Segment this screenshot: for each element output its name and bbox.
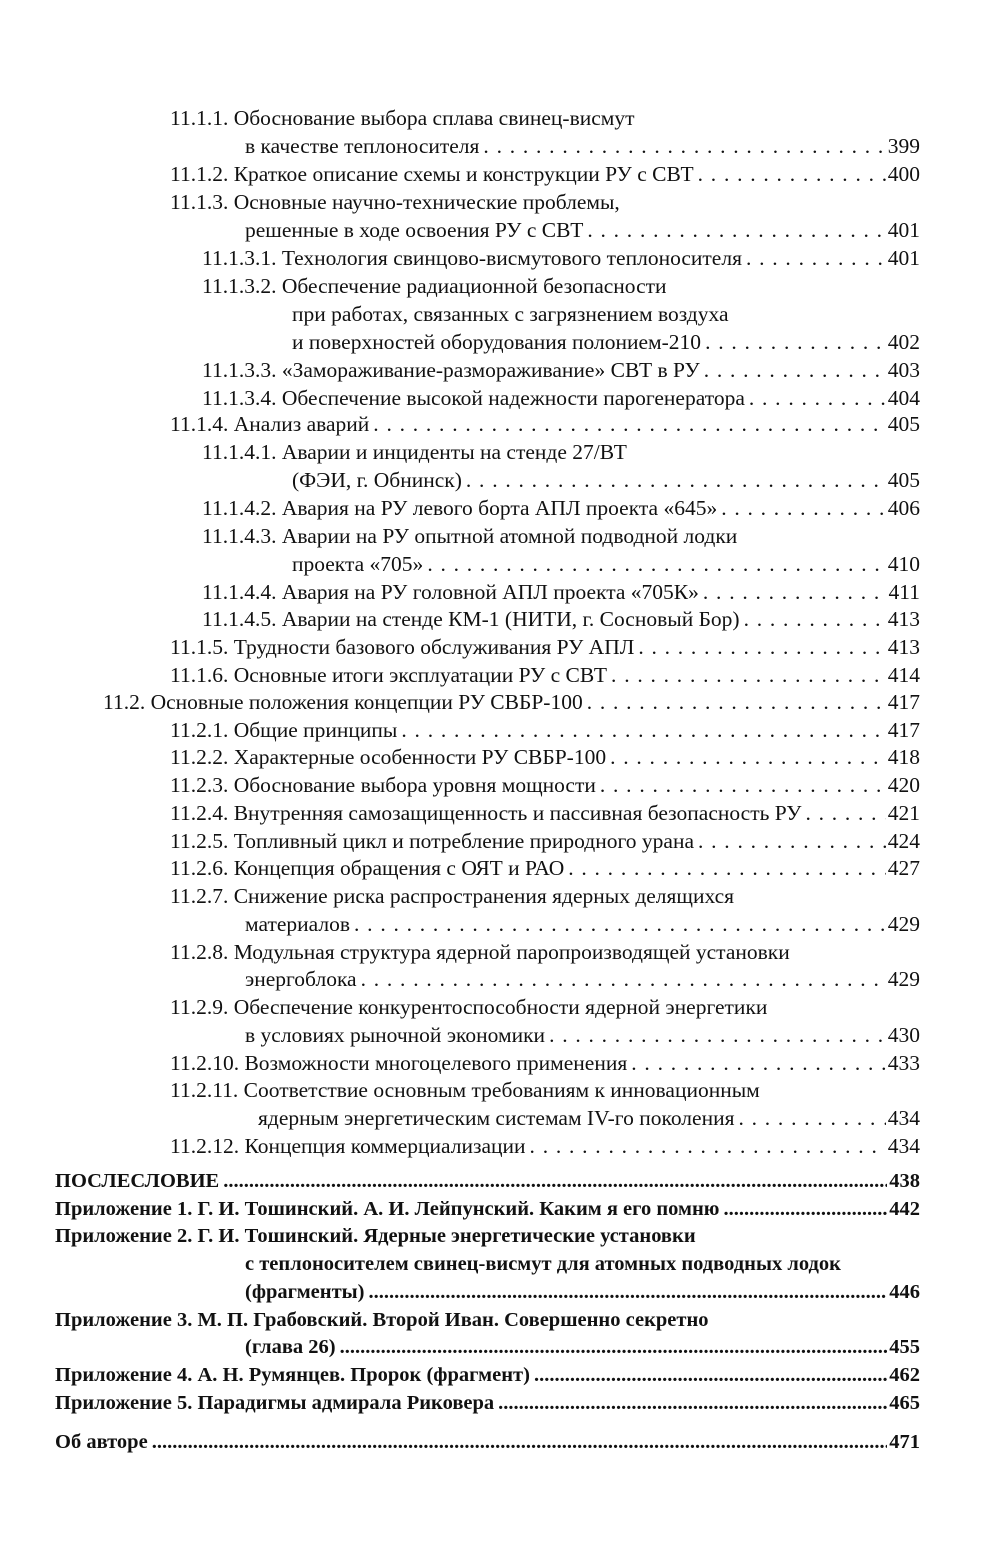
entry-page: 401 — [887, 218, 920, 242]
entry-title: ПОСЛЕСЛОВИЕ — [55, 1170, 220, 1192]
entry-title: 11.2.11. Соответствие основным требованиям к инновационным — [170, 1078, 760, 1102]
entry-title: 11.1.4. Анализ аварий — [170, 412, 370, 436]
entry-page: 465 — [889, 1392, 920, 1414]
leader-dots — [600, 771, 886, 799]
toc-entry — [292, 328, 920, 356]
entry-page: 405 — [887, 468, 920, 492]
toc-entry — [103, 688, 920, 716]
toc-entry — [170, 827, 920, 855]
entry-title: 11.2.4. Внутренняя самозащищенность и пассивная безопасность РУ — [170, 801, 802, 825]
leader-dots — [746, 244, 886, 272]
leader-dots — [340, 1333, 888, 1361]
toc-entry — [55, 1167, 920, 1195]
leader-dots — [738, 1104, 885, 1132]
entry-title: 11.1.1. Обоснование выбора сплава свинец-висмут — [170, 106, 635, 130]
entry-page: 411 — [888, 580, 920, 604]
toc-entry — [170, 993, 920, 1021]
entry-title: 11.1.3.2. Обеспечение радиационной безопасности — [202, 274, 667, 298]
toc-entry — [170, 1049, 920, 1077]
toc-entry — [245, 1021, 920, 1049]
entry-title: 11.2.9. Обеспечение конкурентоспособности ядерной энергетики — [170, 995, 768, 1019]
entry-title: 11.1.3.1. Технология свинцово-висмутового теплоносителя — [202, 246, 742, 270]
entry-page: 442 — [889, 1198, 920, 1220]
entry-title: (фрагменты) — [245, 1281, 365, 1303]
entry-page: 433 — [887, 1051, 920, 1075]
toc-entry — [245, 1278, 920, 1306]
entry-title: 11.2. Основные положения концепции РУ СВБР-100 — [103, 690, 583, 714]
toc-entry — [245, 965, 920, 993]
toc-entry — [170, 410, 920, 438]
toc-entry — [245, 1333, 920, 1361]
toc-entry — [170, 633, 920, 661]
entry-title: Приложение 3. М. П. Грабовский. Второй Иван. Совершенно секретно — [55, 1309, 709, 1331]
entry-title: 11.2.12. Концепция коммерциализации — [170, 1134, 526, 1158]
leader-dots — [723, 1195, 887, 1223]
toc-entry — [170, 882, 920, 910]
leader-dots — [638, 633, 885, 661]
entry-page: 413 — [887, 635, 920, 659]
toc-entry — [292, 466, 920, 494]
toc-entry — [170, 771, 920, 799]
toc-entry — [202, 384, 920, 412]
entry-page: 406 — [887, 496, 920, 520]
leader-dots — [698, 160, 886, 188]
entry-title: при работах, связанных с загрязнением воздуха — [292, 302, 729, 326]
entry-title: Приложение 2. Г. И. Тошинский. Ядерные энергетические установки — [55, 1225, 696, 1247]
entry-title: 11.1.4.1. Аварии и инциденты на стенде 27/ВТ — [202, 440, 627, 464]
entry-title: 11.1.3. Основные научно-технические проблемы, — [170, 190, 620, 214]
leader-dots — [631, 1049, 885, 1077]
toc-entry — [292, 550, 920, 578]
toc-entry — [292, 300, 920, 328]
toc-entry — [245, 216, 920, 244]
entry-page: 402 — [887, 330, 920, 354]
entry-page: 424 — [887, 829, 920, 853]
leader-dots — [698, 827, 886, 855]
entry-title: (ФЭИ, г. Обнинск) — [292, 468, 462, 492]
leader-dots — [805, 799, 885, 827]
toc-entry — [245, 132, 920, 160]
toc-entry — [170, 743, 920, 771]
entry-title: 11.1.2. Краткое описание схемы и конструкции РУ с СВТ — [170, 162, 694, 186]
entry-page: 417 — [887, 718, 920, 742]
entry-page: 417 — [887, 690, 920, 714]
toc-entry — [202, 356, 920, 384]
entry-title: 11.1.4.4. Авария на РУ головной АПЛ проекта «705К» — [202, 580, 699, 604]
entry-page: 414 — [887, 663, 920, 687]
leader-dots — [534, 1361, 887, 1389]
toc-entry — [170, 716, 920, 744]
leader-dots — [427, 550, 885, 578]
toc-entry — [202, 578, 920, 606]
entry-page: 403 — [887, 358, 920, 382]
entry-page: 434 — [887, 1134, 920, 1158]
entry-title: (глава 26) — [245, 1336, 336, 1358]
entry-title: 11.1.6. Основные итоги эксплуатации РУ с СВТ — [170, 663, 608, 687]
toc-entry — [55, 1195, 920, 1223]
entry-page: 405 — [887, 412, 920, 436]
leader-dots — [354, 910, 886, 938]
entry-page: 401 — [887, 246, 920, 270]
toc-entry — [170, 799, 920, 827]
entry-title: 11.1.4.3. Аварии на РУ опытной атомной подводной лодки — [202, 524, 738, 548]
leader-dots — [368, 1278, 887, 1306]
entry-title: 11.2.10. Возможности многоцелевого применения — [170, 1051, 628, 1075]
leader-dots — [703, 578, 887, 606]
leader-dots — [721, 494, 886, 522]
toc-entry — [202, 244, 920, 272]
entry-title: 11.2.1. Общие принципы — [170, 718, 398, 742]
entry-title: в условиях рыночной экономики — [245, 1023, 546, 1047]
entry-page: 429 — [887, 967, 920, 991]
entry-page: 400 — [887, 162, 920, 186]
toc-entry — [170, 1132, 920, 1160]
entry-title: Об авторе — [55, 1431, 148, 1453]
leader-dots — [401, 716, 885, 744]
toc-entry — [202, 438, 920, 466]
entry-title: Приложение 4. А. Н. Румянцев. Пророк (фрагмент) — [55, 1364, 530, 1386]
leader-dots — [466, 466, 886, 494]
toc-entry — [202, 605, 920, 633]
leader-dots — [704, 356, 886, 384]
leader-dots — [549, 1021, 886, 1049]
leader-dots — [744, 605, 886, 633]
entry-title: 11.2.3. Обоснование выбора уровня мощности — [170, 773, 596, 797]
leader-dots — [530, 1132, 886, 1160]
leader-dots — [587, 688, 886, 716]
entry-page: 410 — [887, 552, 920, 576]
entry-title: решенные в ходе освоения РУ с СВТ — [245, 218, 584, 242]
entry-title: 11.1.4.5. Аварии на стенде КМ-1 (НИТИ, г. Сосновый Бор) — [202, 607, 740, 631]
leader-dots — [587, 216, 885, 244]
toc-entry — [202, 494, 920, 522]
leader-dots — [749, 384, 886, 412]
entry-title: и поверхностей оборудования полонием-210 — [292, 330, 702, 354]
entry-title: 11.1.5. Трудности базового обслуживания РУ АПЛ — [170, 635, 635, 659]
entry-page: 399 — [887, 134, 920, 158]
entry-page: 438 — [889, 1170, 920, 1192]
toc-entry — [245, 1250, 920, 1278]
leader-dots — [483, 132, 885, 160]
entry-page: 471 — [889, 1431, 920, 1453]
toc-entry — [170, 1076, 920, 1104]
entry-title: проекта «705» — [292, 552, 424, 576]
entry-title: с теплоносителем свинец-висмут для атомных подводных лодок — [245, 1253, 841, 1275]
entry-page: 429 — [887, 912, 920, 936]
entry-title: энергоблока — [245, 967, 357, 991]
entry-title: 11.2.7. Снижение риска распространения ядерных делящихся — [170, 884, 735, 908]
entry-title: 11.1.4.2. Авария на РУ левого борта АПЛ проекта «645» — [202, 496, 718, 520]
toc-entry — [55, 1222, 920, 1250]
entry-title: 11.2.8. Модульная структура ядерной паропроизводящей установки — [170, 940, 790, 964]
leader-dots — [568, 854, 886, 882]
entry-title: ядерным энергетическим системам IV-го поколения — [258, 1106, 735, 1130]
leader-dots — [610, 743, 886, 771]
entry-page: 418 — [887, 745, 920, 769]
toc-entry — [170, 854, 920, 882]
leader-dots — [705, 328, 886, 356]
entry-title: Приложение 5. Парадигмы адмирала Риковера — [55, 1392, 495, 1414]
entry-page: 446 — [889, 1281, 920, 1303]
toc-entry — [55, 1428, 920, 1456]
toc-entry — [202, 272, 920, 300]
leader-dots — [611, 661, 886, 689]
entry-title: 11.1.3.3. «Замораживание-размораживание» СВТ в РУ — [202, 358, 700, 382]
toc-entry — [55, 1361, 920, 1389]
entry-title: в качестве теплоносителя — [245, 134, 480, 158]
entry-page: 430 — [887, 1023, 920, 1047]
entry-page: 434 — [887, 1106, 920, 1130]
toc-entry — [258, 1104, 920, 1132]
leader-dots — [223, 1167, 887, 1195]
toc-entry — [170, 188, 920, 216]
toc-entry — [245, 910, 920, 938]
entry-title: Приложение 1. Г. И. Тошинский. А. И. Лейпунский. Каким я его помню — [55, 1198, 720, 1220]
entry-page: 413 — [887, 607, 920, 631]
leader-dots — [361, 965, 886, 993]
toc-entry — [170, 661, 920, 689]
entry-title: 11.2.6. Концепция обращения с ОЯТ и РАО — [170, 856, 565, 880]
toc-entry — [202, 522, 920, 550]
entry-page: 421 — [887, 801, 920, 825]
toc-entry — [170, 938, 920, 966]
leader-dots — [373, 410, 885, 438]
entry-title: материалов — [245, 912, 351, 936]
toc-entry — [170, 160, 920, 188]
toc-entry — [170, 104, 920, 132]
entry-page: 455 — [889, 1336, 920, 1358]
leader-dots — [152, 1428, 888, 1456]
toc-entry — [55, 1389, 920, 1417]
entry-page: 427 — [887, 856, 920, 880]
entry-page: 404 — [887, 386, 920, 410]
entry-title: 11.1.3.4. Обеспечение высокой надежности парогенератора — [202, 386, 745, 410]
toc-entry — [55, 1306, 920, 1334]
leader-dots — [498, 1389, 887, 1417]
entry-title: 11.2.5. Топливный цикл и потребление природного урана — [170, 829, 694, 853]
entry-page: 462 — [889, 1364, 920, 1386]
entry-page: 420 — [887, 773, 920, 797]
entry-title: 11.2.2. Характерные особенности РУ СВБР-100 — [170, 745, 607, 769]
